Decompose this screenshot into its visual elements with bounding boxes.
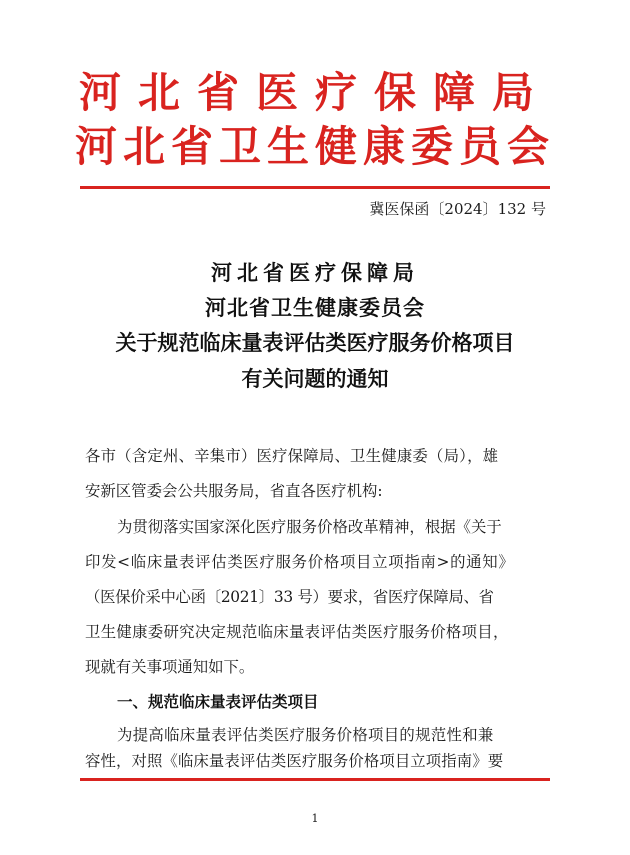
footer-red-rule bbox=[80, 778, 550, 781]
addressee-line-1: 各市（含定州、辛集市）医疗保障局、卫生健康委（局），雄 bbox=[85, 447, 499, 465]
title-line-3: 关于规范临床量表评估类医疗服务价格项目 bbox=[115, 331, 515, 355]
document-number: 冀医保函〔2024〕132 号 bbox=[369, 200, 546, 218]
paragraph-2-line-2: 容性，对照《临床量表评估类医疗服务价格项目立项指南》要 bbox=[85, 752, 504, 770]
title-line-2: 河北省卫生健康委员会 bbox=[205, 296, 425, 320]
paragraph-1-line-5: 现就有关事项通知如下。 bbox=[85, 658, 255, 676]
paragraph-1-line-1: 为贯彻落实国家深化医疗服务价格改革精神，根据《关于 bbox=[117, 518, 502, 536]
title-line-4: 有关问题的通知 bbox=[241, 367, 389, 391]
title-line-1: 河北省医疗保障局 bbox=[211, 261, 419, 285]
addressee-line-2: 安新区管委会公共服务局，省直各医疗机构: bbox=[85, 482, 383, 500]
issuer-name-2: 河北省卫生健康委员会 bbox=[74, 122, 555, 171]
paragraph-1-line-3: （医保价采中心函〔2021〕33 号）要求，省医疗保障局、省 bbox=[85, 588, 494, 606]
issuer-name-1: 河北省医疗保障局 bbox=[78, 68, 551, 117]
section-1-heading: 一、规范临床量表评估类项目 bbox=[117, 693, 319, 711]
paragraph-2-line-1: 为提高临床量表评估类医疗服务价格项目的规范性和兼 bbox=[117, 726, 494, 744]
paragraph-1-line-2: 印发<临床量表评估类医疗服务价格项目立项指南>的通知》 bbox=[85, 553, 515, 571]
header-red-rule bbox=[80, 186, 550, 189]
page-number: 1 bbox=[311, 812, 319, 825]
paragraph-1-line-4: 卫生健康委研究决定规范临床量表评估类医疗服务价格项目， bbox=[85, 623, 509, 641]
